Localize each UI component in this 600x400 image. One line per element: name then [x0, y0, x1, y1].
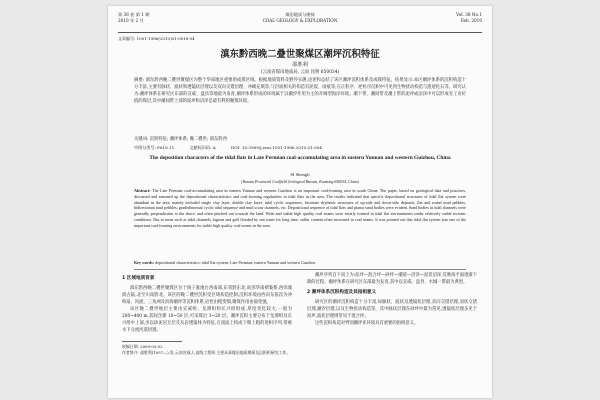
- body-column-right: [307, 273, 477, 328]
- title-chinese: 滇东黔西晚二叠世聚煤区潮坪沉积特征: [220, 49, 380, 60]
- section-1-paragraph-2: 该区晚二叠世地层主要由宣威组、龙潭组和长兴组组成,厚度变化较大,一般为 200~400 m,其间含煤 10~50 层,可采煤层 3~20 层。潮坪沉积主要分布于龙潭组及长兴组中上部,多以砂泥岩互层及灰岩透镜体为特征,在剖面上构成下细上粗的进积序列,常被水下分流河道切割。: [122, 306, 292, 333]
- footnote-received: 收稿日期: 2009-03-02: [122, 343, 163, 349]
- abstract-chinese: 摘要: 滇东黔西晚二叠世聚煤区为整个华南地区重要的成煤区域。根据地质资料及野外实测,论述和总结了该区潮坪沉积体系及成煤特征。结果显示:本区潮坪体系的沉积构造十分丰富,主要有脉状、波状和透镜状层理以及双向交错层理、冲刷充填等,与层面相关的构造有泥裂、雨痕等;在正粒序、逆粒序沉积中可见到生物扰动构造与遗迹化石等。研究认为:潮坪体系在研究区东部的宣威、盘县等地最为发育,潮坪体系形成的环境属于以潮汐作用为主的开阔型海岸环境。潮下带、潮间带及潮上带的泥坪或沼泽中可以形成有工业价值的煤层,其中潮间带上部的泥坪和沼泽是最有利的聚煤环境。: [134, 78, 466, 104]
- abstract-english-text: The Late Permian coal-accumulating area in eastern Yunnan and western Guizhou is an important coal-forming area in south China. The paper, based on geological data and practices, discussed and summed up the depositional characteristics and coal-forming regularities in tidal flats in the area. The results indicated that specific depositional structures of tidal flat system were abundant in the area, mainly included single clay layer, double clay layer, tidal cyclic sequences, bivariate rhythmic structures of up-side and down-side deposits, flat and round mud pebbles, bidirectional mud pebbles, graded/normal cyclic tidal sequence and mud scour channels, etc. Depositional sequence of tidal flats and planar sand bodies were evident. Sand bodies in tidal channels were generally perpendicular to the shore, and often pinched out towards the land. Wide and stable high quality coal seams were mostly formed in tidal flat environments under relatively stable tectonic conditions. But in areas such as tidal channels, lagoon and gulf flooded by sea water for long time, sulfur content often increased in coal seams. It was pointed out that tidal flat system was one of the important coal-forming environments for stable high quality coal seams in the area.: [134, 188, 466, 228]
- header-journal-name: 煤田地质与勘探 COAL GEOLOGY & EXPLORATION: [262, 12, 338, 23]
- affiliation-chinese: (云南省煤田地质局, 云南 昆明 650034): [260, 70, 340, 75]
- title-english: The deposition characters of the tidal flats in Late Permian coal-accumulating area in eastern Yunnan and western Guizhou, China: [149, 155, 451, 161]
- journal-header: [118, 10, 482, 33]
- abstract-english: [134, 188, 466, 228]
- abstract-label: Abstract:: [134, 188, 151, 193]
- keywords-english-text: depositional characteristics; tidal flat system; Late Permian; eastern Yunnan and western Guizhou: [155, 260, 315, 265]
- section-1-paragraph-1: 滇东黔西晚二叠世聚煤区位于扬子准地台西南部,东邻黔东北,南邻华南褶皱系,西邻康滇古陆,北至川南黔北。该区的晚二叠世沉积受区域构造控制,沉积环境由西向东依次为冲积扇、河流、三角洲及滨海潮坪等沉积体系,岩性由粗变细,聚煤作用由弱变强。: [122, 285, 292, 305]
- section-divider: [134, 269, 466, 270]
- footnote-rule: [122, 341, 182, 342]
- document-code: 文献标识码: A: [189, 145, 216, 150]
- header-volume-en: Vol. 38 No.1 Feb. 2010: [456, 12, 482, 23]
- paper-page: [108, 6, 492, 398]
- header-volume-cn: 第 38 卷 第 1 期 2010 年 2 月: [118, 12, 150, 23]
- section-2-paragraph-2: 这些沉积构造对判别潮坪亚环境具有重要的指相意义。: [315, 320, 419, 326]
- body-column-left: [122, 273, 292, 356]
- keywords-english: [134, 260, 466, 265]
- author-chinese: 邵胜利: [292, 62, 308, 68]
- keywords-label: Key words:: [134, 260, 155, 265]
- section-1-paragraph-3: 潮坪序列自下而上为:泥坪—混合坪—砂坪—潮道—沼泽—泥炭沼泽,反映海平面逐渐下降的过程。潮坪体系在研究区东部最为发育,其中以宣威、盘县、水城一带最为典型。: [307, 273, 477, 285]
- section-1-heading: 1 区域地质背景: [122, 276, 155, 281]
- keywords-chinese: 关键词: 沉积特征; 潮坪体系; 晚二叠世; 滇东黔西: [134, 137, 227, 142]
- article-number: 文章编号: 1001-1986(2010)01-0018-04: [118, 36, 195, 41]
- author-english: SI Shengli: [290, 172, 310, 177]
- footnote-author-bio: 作者简介: 邵胜利(1957—),男,云南宣威人,高级工程师,主要从事煤田地质勘探及沉积相研究工作。: [122, 349, 291, 355]
- section-2-heading: 2 潮坪体系沉积构造及其指相意义: [307, 289, 377, 295]
- clc-number: 中图分类号: P618.11: [134, 145, 175, 150]
- classification-line: [134, 145, 472, 151]
- affiliation-english: (Yunnan Provincial Coalfield Geological Bureau, Kunming 650034, China): [241, 180, 359, 184]
- section-2-paragraph-1: 研究区的潮坪沉积构造十分丰富,如脉状、波状及透镜状层理,双向交错层理,羽状交错层理,潮汐层理,以及生物扰动构造等。其中脉状层理在砂坪中最为常见,透镜状层理多见于泥坪,波状层理则常见于混合坪。: [307, 299, 477, 319]
- doi: DOI: 10.3969/j.issn.1001-1986.2010.01.004: [230, 145, 322, 150]
